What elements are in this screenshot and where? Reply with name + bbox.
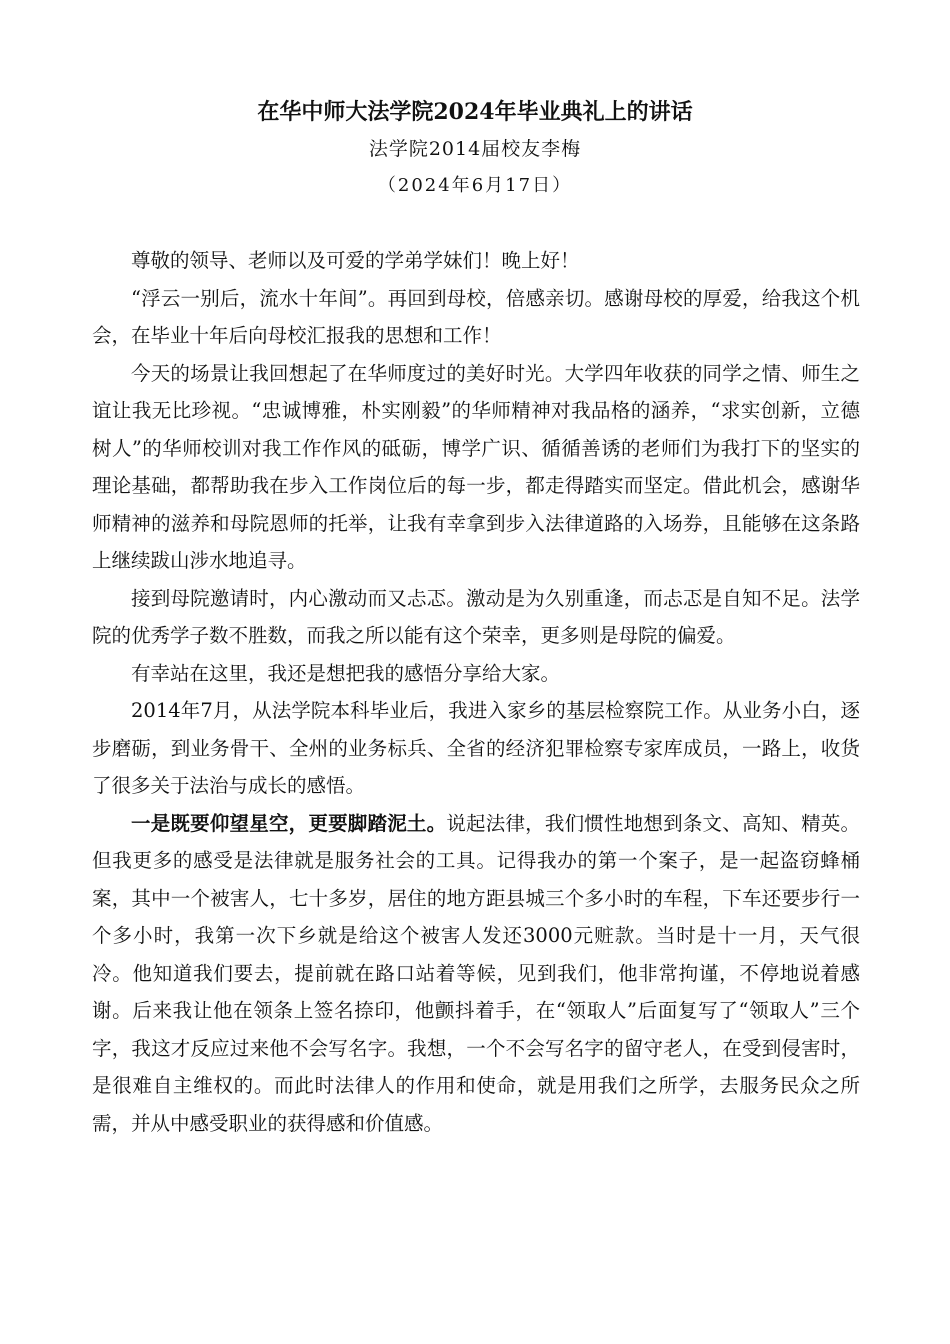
speech-author: 法学院2014届校友李梅 bbox=[368, 138, 582, 160]
speech-date: （2024年6月17日） bbox=[377, 175, 573, 196]
speech-body bbox=[92, 242, 860, 1142]
paragraph-memories: 今天的场景让我回想起了在华师度过的美好时光。大学四年收获的同学之情、师生之谊让我无比珍视。“忠诚博雅，朴实刚毅”的华师精神对我品格的涵养，“求实创新，立德树人”的华师校训对我工作作风的砥砺，博学广识、循循善诱的老师们为我打下的坚实的理论基础，都帮助我在步入工作岗位后的每一步，都走得踏实而坚定。借此机会，感谢华师精神的滋养和母院恩师的托举，让我有幸拿到步入法律道路的入场券，且能够在这条路上继续跋山涉水地追寻。 bbox=[92, 361, 860, 572]
speech-title: 在华中师大法学院2024年毕业典礼上的讲话 bbox=[257, 99, 693, 125]
paragraph-sharing: 有幸站在这里，我还是想把我的感悟分享给大家。 bbox=[131, 661, 561, 685]
paragraph-opening: “浮云一别后，流水十年间”。再回到母校，倍感亲切。感谢母校的厚爱，给我这个机会，在毕业十年后向母校汇报我的思想和工作！ bbox=[92, 286, 860, 347]
point-one-text: 说起法律，我们惯性地想到条文、高知、精英。但我更多的感受是法律就是服务社会的工具。记得我办的第一个案子，是一起盗窃蜂桶案，其中一个被害人，七十多岁，居住的地方距县城三个多小时的车程，下车还要步行一个多小时，我第一次下乡就是给这个被害人发还3000元赃款。当时是十一月，天气很冷。他知道我们要去，提前就在路口站着等候，见到我们，他非常拘谨，不停地说着感谢。后来我让他在领条上签名捺印，他颤抖着手，在“领取人”后面复写了“领取人”三个字，我这才反应过来他不会写名字。我想，一个不会写名字的留守老人，在受到侵害时，是很难自主维权的。而此时法律人的作用和使命，就是用我们之所学，去服务民众之所需，并从中感受职业的获得感和价值感。 bbox=[92, 811, 860, 1135]
paragraph-greeting: 尊敬的领导、老师以及可爱的学弟学妹们！晚上好！ bbox=[131, 249, 580, 272]
paragraph-invitation: 接到母院邀请时，内心激动而又忐忑。激动是为久别重逢，而忐忑是自知不足。法学院的优秀学子数不胜数，而我之所以能有这个荣幸，更多则是母院的偏爱。 bbox=[92, 586, 860, 647]
point-one-heading: 一是既要仰望星空，更要脚踏泥土。 bbox=[131, 811, 447, 835]
paragraph-career: 2014年7月，从法学院本科毕业后，我进入家乡的基层检察院工作。从业务小白，逐步磨砺，到业务骨干、全州的业务标兵、全省的经济犯罪检察专家库成员，一路上，收货了很多关于法治与成长的感悟。 bbox=[92, 699, 860, 797]
paragraph-point-one bbox=[92, 805, 860, 1143]
